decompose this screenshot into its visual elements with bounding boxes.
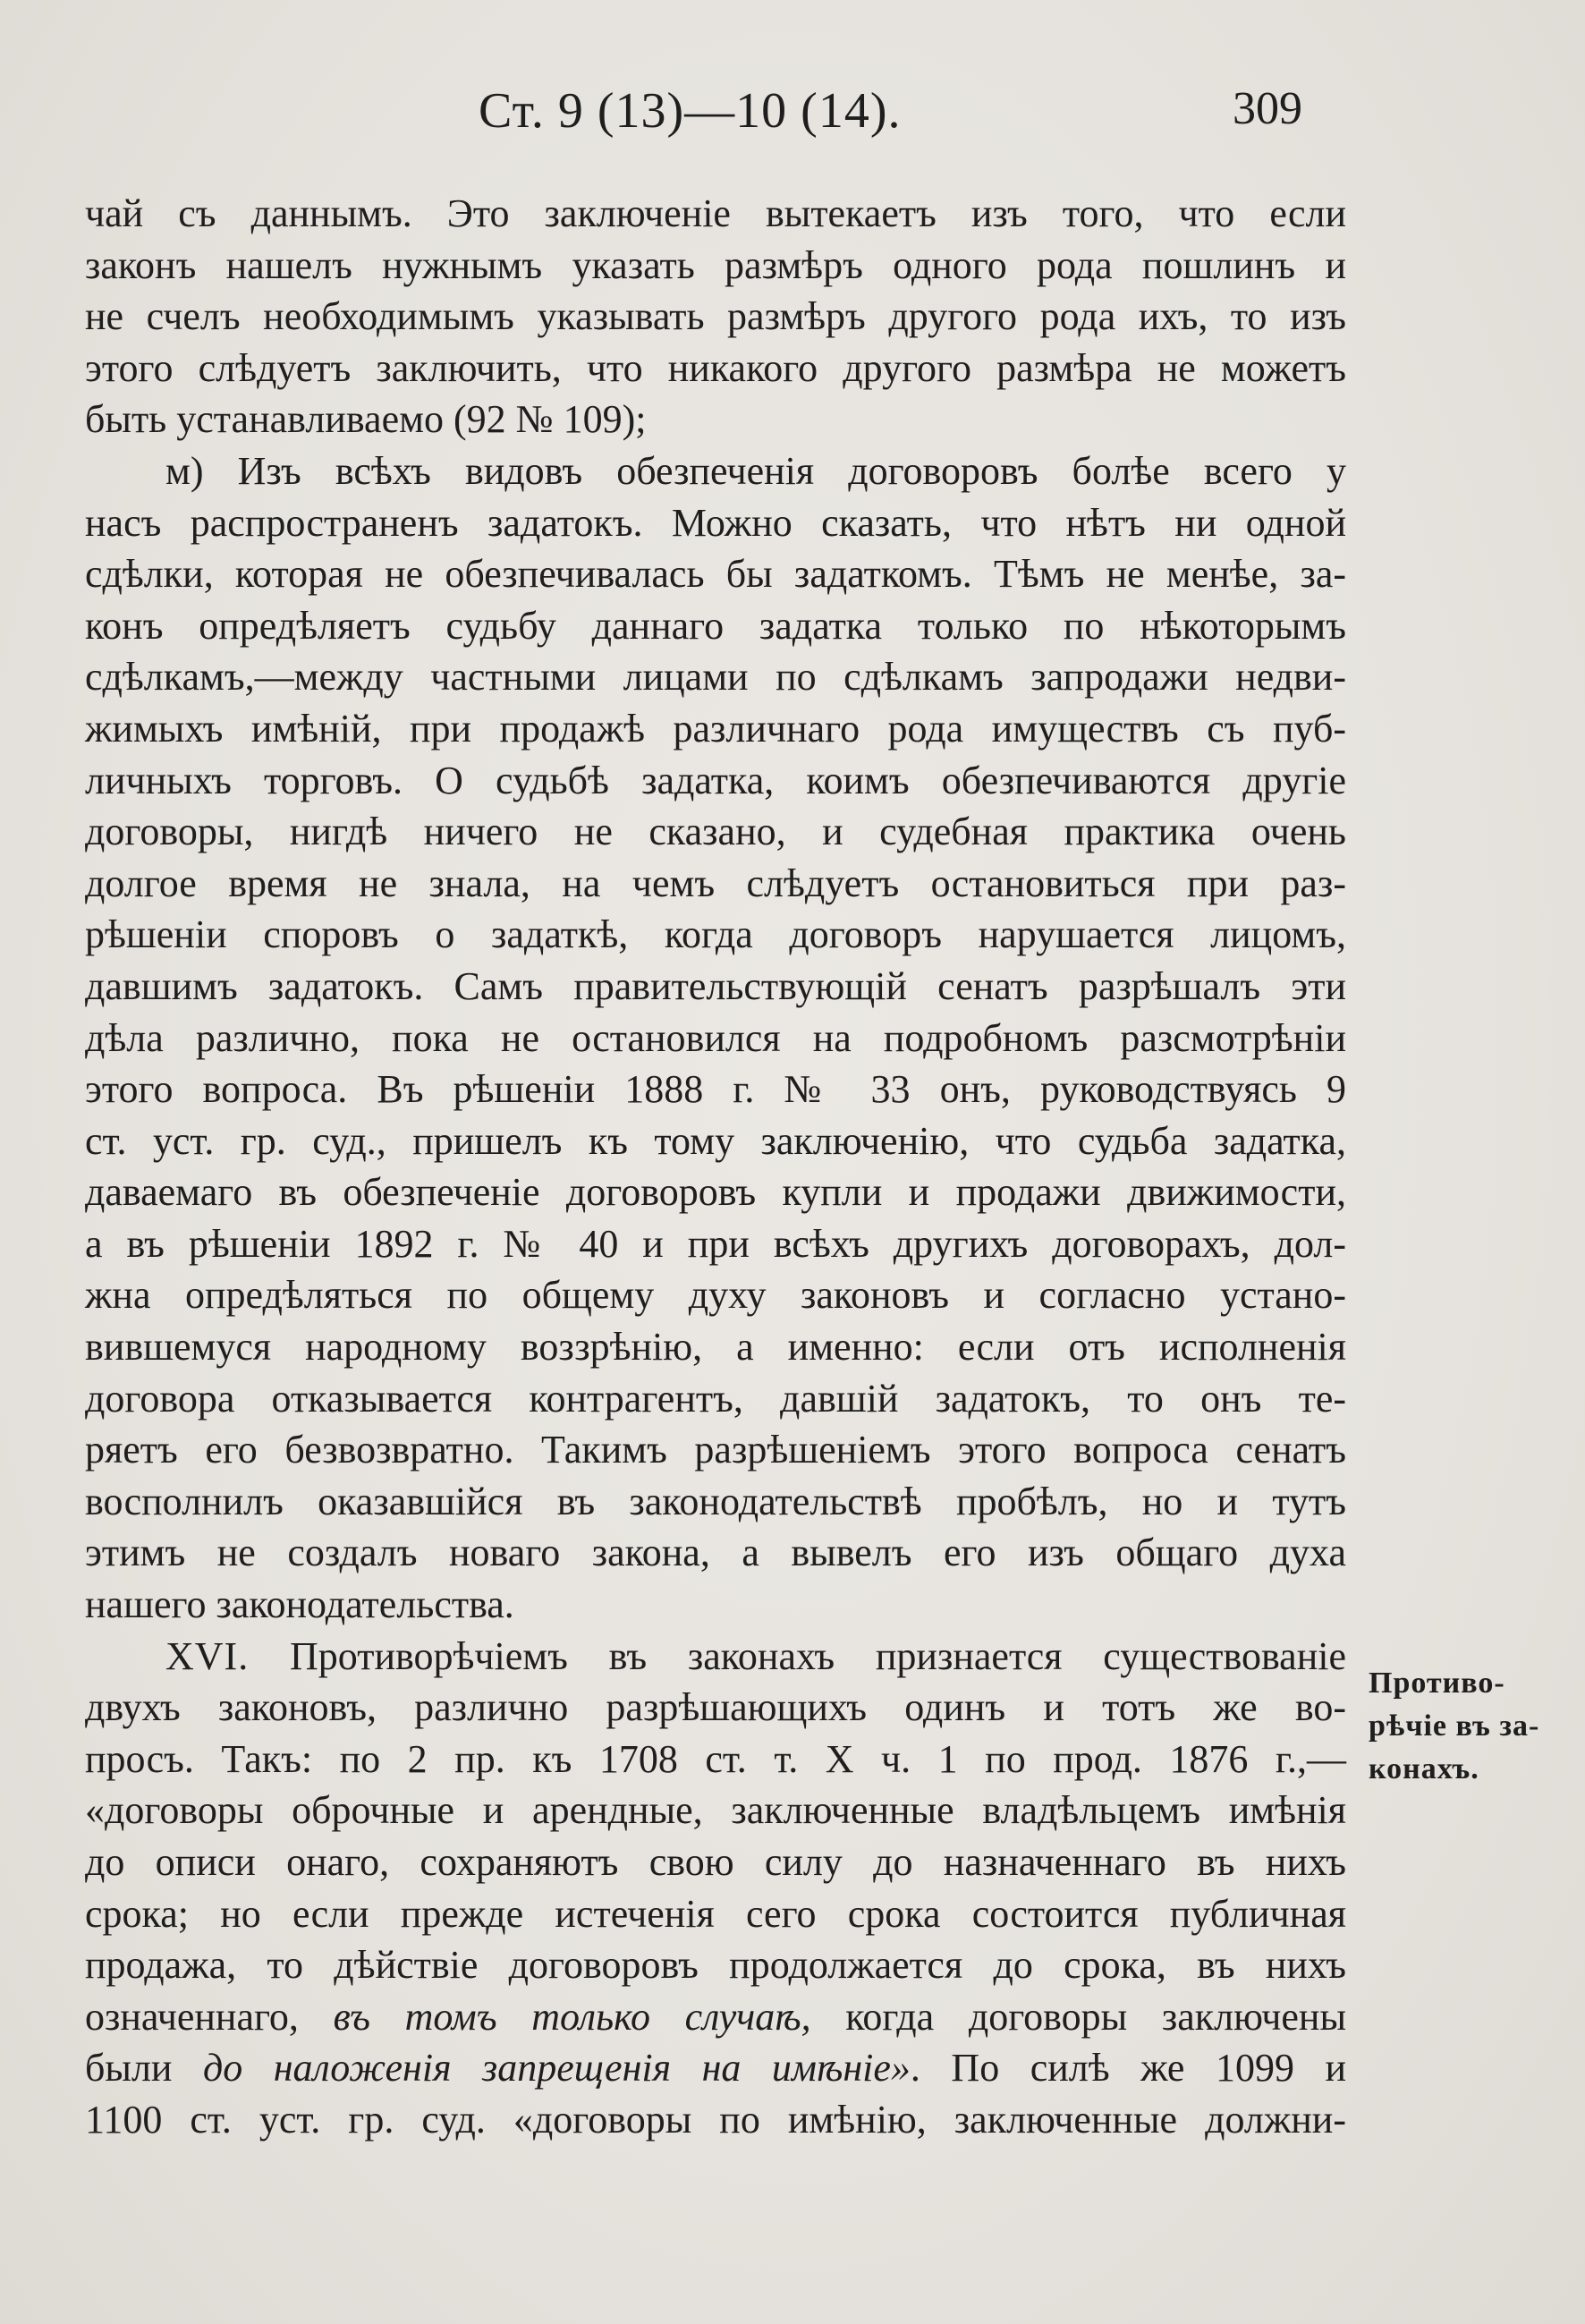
text-line: дѣла различно, пока не остановился на подробномъ разсмотрѣніи (85, 1015, 1346, 1060)
text-line: рѣшеніи споровъ о задаткѣ, когда договоръ нарушается лицомъ, (85, 912, 1346, 957)
text-line: давшимъ задатокъ. Самъ правительствующій сенатъ разрѣшалъ эти (85, 963, 1346, 1008)
text-fragment: Противорѣчіемъ въ законахъ признается существованіе (290, 1633, 1347, 1678)
text-line: договора отказывается контрагентъ, давшій задатокъ, то онъ те- (85, 1376, 1346, 1421)
margin-note (1369, 1662, 1574, 1791)
italic-fragment: до наложенія запрещенія на имѣніе» (202, 2046, 911, 2091)
text-fragment: означеннаго, (85, 1994, 299, 2039)
text-line: восполнилъ оказавшійся въ законодательствѣ пробѣлъ, но и тутъ (85, 1479, 1346, 1523)
text-line: жимыхъ имѣній, при продажѣ различнаго рода имуществъ съ пуб- (85, 706, 1346, 751)
text-line: жна опредѣляться по общему духу законовъ и согласно устано- (85, 1273, 1346, 1318)
text-line: договоры, нигдѣ ничего не сказано, и судебная практика очень (85, 810, 1346, 854)
section-number: XVI. (165, 1633, 250, 1678)
text-fragment: когда договоры заключены (845, 1994, 1347, 2039)
text-line: ст. уст. гр. суд., пришелъ къ тому заключенію, что судьба задатка, (85, 1118, 1346, 1163)
text-line: до описи онаго, сохраняютъ свою силу до назначеннаго въ нихъ (85, 1840, 1346, 1884)
text-line: продажа, то дѣйствіе договоровъ продолжается до срока, въ нихъ (85, 1943, 1346, 1988)
text-line: быть устанавливаемо (92 № 109); (85, 397, 647, 442)
text-fragment: были (85, 2046, 173, 2091)
text-line: двухъ законовъ, различно разрѣшающихъ одинъ и тотъ же во- (85, 1685, 1346, 1730)
text-line: м) Изъ всѣхъ видовъ обезпеченія договоровъ болѣе всего у (165, 448, 1346, 493)
margin-note-line: Противо- (1369, 1667, 1505, 1700)
page-number: 309 (1233, 83, 1302, 134)
text-line: даваемаго въ обезпеченіе договоровъ купли и продажи движимости, (85, 1170, 1346, 1215)
header-title: Ст. 9 (13)—10 (14). (479, 83, 902, 139)
text-line: а въ рѣшеніи 1892 г. № 40 и при всѣхъ другихъ договорахъ, дол- (85, 1221, 1346, 1266)
text-line: 1100 ст. уст. гр. суд. «договоры по имѣнію, заключенные должни- (85, 2097, 1346, 2142)
margin-note-line: рѣчіе въ за- (1369, 1709, 1540, 1743)
text-line: ряетъ его безвозвратно. Такимъ разрѣшеніемъ этого вопроса сенатъ (85, 1428, 1346, 1472)
italic-fragment: въ томъ только случаѣ, (333, 1994, 811, 2039)
text-line: чай съ даннымъ. Это заключеніе вытекаетъ изъ того, что если (85, 191, 1346, 235)
text-line (85, 2042, 1346, 2094)
text-line: законъ нашелъ нужнымъ указать размѣръ одного рода пошлинъ и (85, 242, 1346, 287)
text-line: насъ распространенъ задатокъ. Можно сказать, что нѣтъ ни одной (85, 500, 1346, 545)
text-line: этимъ не создалъ новаго закона, а вывелъ его изъ общаго духа (85, 1531, 1346, 1575)
text-fragment: . По силѣ же 1099 и (910, 2046, 1346, 2091)
text-line: вившемуся народному воззрѣнію, а именно: если отъ исполненія (85, 1325, 1346, 1370)
text-line: конъ опредѣляетъ судьбу даннаго задатка только по нѣкоторымъ (85, 603, 1346, 648)
text-line: срока; но если прежде истеченія сего срока состоится публичная (85, 1891, 1346, 1936)
text-line (85, 1991, 1346, 2043)
text-line: личныхъ торговъ. О судьбѣ задатка, коимъ обезпечиваются другіе (85, 758, 1346, 802)
main-text (85, 188, 1346, 2146)
text-line: этого вопроса. Въ рѣшеніи 1888 г. № 33 онъ, руководствуясь 9 (85, 1067, 1346, 1112)
text-line: нашего законодательства. (85, 1582, 514, 1627)
text-line: «договоры оброчные и арендные, заключенные владѣльцемъ имѣнія (85, 1788, 1346, 1833)
text-line: сдѣлки, которая не обезпечивалась бы задаткомъ. Тѣмъ не менѣе, за- (85, 552, 1346, 597)
text-line: не счелъ необходимымъ указывать размѣръ другого рода ихъ, то изъ (85, 294, 1346, 339)
running-header (0, 82, 1585, 145)
margin-note-line: конахъ. (1369, 1752, 1479, 1785)
text-line (85, 1631, 1346, 1683)
text-line: просъ. Такъ: по 2 пр. къ 1708 ст. т. X ч. 1 по прод. 1876 г.,— (85, 1736, 1346, 1781)
text-line: долгое время не знала, на чемъ слѣдуетъ остановиться при раз- (85, 861, 1346, 905)
text-line: этого слѣдуетъ заключить, что никакого другого размѣра не можетъ (85, 345, 1346, 390)
text-line: сдѣлкамъ,—между частными лицами по сдѣлкамъ запродажи недви- (85, 655, 1346, 700)
